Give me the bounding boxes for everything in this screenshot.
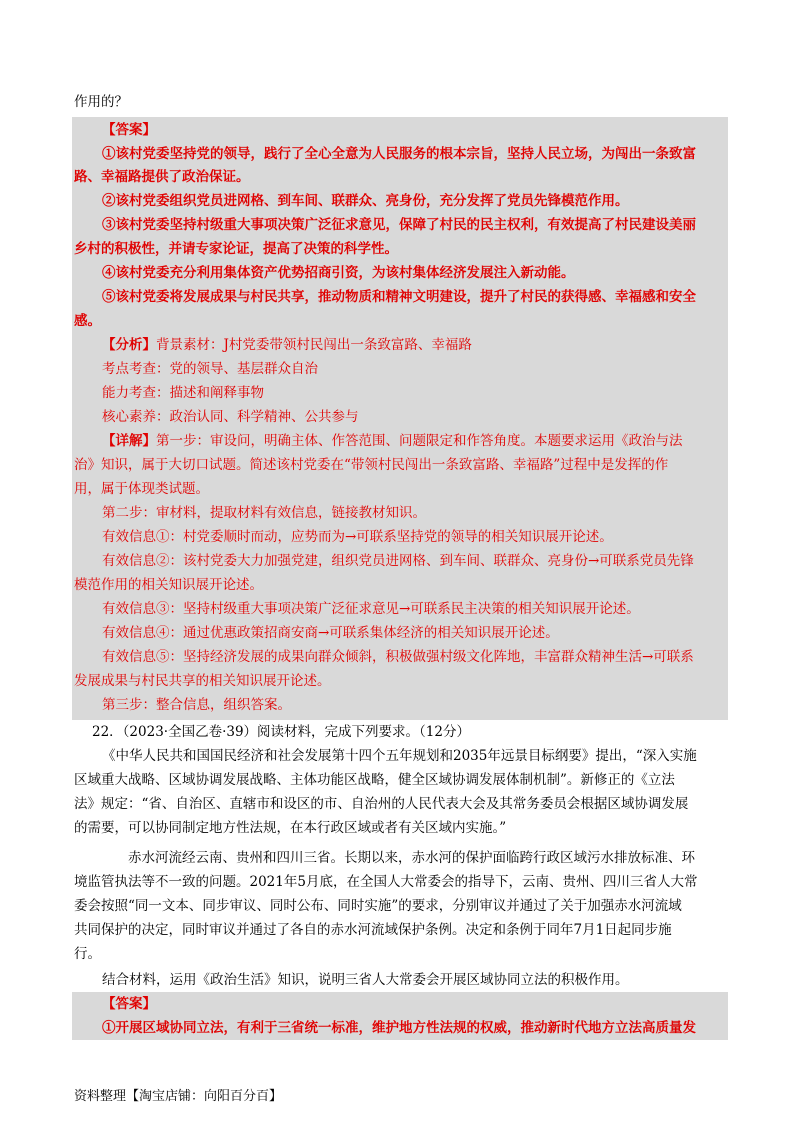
answer-analysis-block [72,117,728,720]
detail-line-2: 治》知识，属于大切口试题。简述该村党委在“带领村民闯出一条致富路、幸福路”过程中是发挥的作 [74,457,669,473]
answer-block-2 [72,992,728,1040]
analysis-nengli: 能力考查：描述和阐释事物 [102,385,264,401]
question-22-line-6: 境监管执法等不一致的问题。2021年5月底，在全国人大常委会的指导下，云南、贵州、四川三省人大常 [74,874,698,890]
answer2-tag: 【答案】 [102,996,156,1012]
analysis-suyang: 核心素养：政治认同、科学精神、公共参与 [102,409,359,425]
answer-line-6: ④该村党委充分利用集体资产优势招商引资，为该村集体经济发展注入新动能。 [102,265,575,281]
footer-text: 资料整理【淘宝店铺：向阳百分百】 [74,1089,283,1104]
detail-line-5: 有效信息①：村党委顺时而动，应势而为→可联系坚持党的领导的相关知识展开论述。 [102,529,613,545]
analysis-background: J村党委带领村民闯出一条致富路、幸福路 [223,337,472,353]
answer-line-4: ③该村党委坚持村级重大事项决策广泛征求意见，保障了村民的民主权利，有效提高了村民建设美丽 [102,217,696,233]
answer-line-2: 路、幸福路提供了政治保证。 [74,169,250,185]
detail-line-11: 发展成果与村民共享的相关知识展开论述。 [74,673,331,689]
question-22-line-4: 的需要，可以协同制定地方性法规，在本行政区域或者有关区域内实施。” [74,820,507,836]
analysis-tag: 【分析】 [102,337,156,353]
answer-tag: 【答案】 [102,122,156,138]
question-22-line-1: 《中华人民共和国国民经济和社会发展第十四个五年规划和2035年远景目标纲要》提出，“深入实施 [102,748,697,764]
question-22-line-3: 法》规定：“省、自治区、直辖市和设区的市、自治州的人民代表大会及其常务委员会根据区域协调发展 [74,796,689,812]
detail-line-4: 第二步：审材料，提取材料有效信息，链接教材知识。 [102,505,426,521]
answer-line-7: ⑤该村党委将发展成果与村民共享，推动物质和精神文明建设，提升了村民的获得感、幸福感和安全 [102,289,696,305]
question-22-line-5: 赤水河流经云南、贵州和四川三省。长期以来，赤水河的保护面临跨行政区域污水排放标准、环 [128,850,695,866]
detail-line-9: 有效信息④：通过优惠政策招商安商→可联系集体经济的相关知识展开论述。 [102,625,559,641]
analysis-kaodian: 考点考查：党的领导、基层群众自治 [102,361,318,377]
detail-line-10: 有效信息⑤：坚持经济发展的成果向群众倾斜，积极做强村级文化阵地，丰富群众精神生活→可联系 [102,649,694,665]
detail-line-1 [102,431,683,451]
answer-line-8: 感。 [74,313,101,329]
question-22-header: 22．（2023·全国乙卷·39）阅读材料，完成下列要求。（12分） [92,724,470,740]
detail-line-12: 第三步：整合信息，组织答案。 [102,697,291,713]
answer2-line-1: ①开展区域协同立法，有利于三省统一标准，维护地方性法规的权威，推动新时代地方立法高质量发 [102,1020,696,1036]
question-22-line-9: 行。 [74,946,101,962]
analysis-background-label: 背景素材： [156,337,224,353]
analysis-line [102,335,472,355]
answer-line-5: 乡村的积极性，并请专家论证，提高了决策的科学性。 [74,241,398,257]
lead-text: 作用的？ [74,94,128,110]
answer-line-3: ②该村党委组织党员进网格、到车间、联群众、亮身份，充分发挥了党员先锋模范作用。 [102,193,629,209]
question-22-line-2: 区域重大战略、区域协调发展战略、主体功能区战略，健全区域协调发展体制机制”。新修正的《立法 [74,772,675,788]
question-22-prompt: 结合材料，运用《政治生活》知识，说明三省人大常委会开展区域协同立法的积极作用。 [102,972,629,988]
question-22-line-7: 委会按照“同一文本、同步审议、同时公布、同时实施”的要求，分别审议并通过了关于加强赤水河流域 [74,898,682,914]
detail-line-3: 用，属于体现类试题。 [74,481,209,497]
detail-text-1: 第一步：审设问，明确主体、作答范围、问题限定和作答角度。本题要求运用《政治与法 [156,433,683,449]
detail-line-8: 有效信息③：坚持村级重大事项决策广泛征求意见→可联系民主决策的相关知识展开论述。 [102,601,640,617]
answer-line-1: ①该村党委坚持党的领导，践行了全心全意为人民服务的根本宗旨，坚持人民立场，为闯出一条致富 [102,146,696,162]
detail-line-7: 模范作用的相关知识展开论述。 [74,577,263,593]
detail-tag: 【详解】 [102,433,156,449]
question-22-line-8: 共同保护的决定，同时审议并通过了各自的赤水河流域保护条例。决定和条例于同年7月1日起同步施 [74,922,672,938]
detail-line-6: 有效信息②：该村党委大力加强党建，组织党员进网格、到车间、联群众、亮身份→可联系党员先锋 [102,553,694,569]
